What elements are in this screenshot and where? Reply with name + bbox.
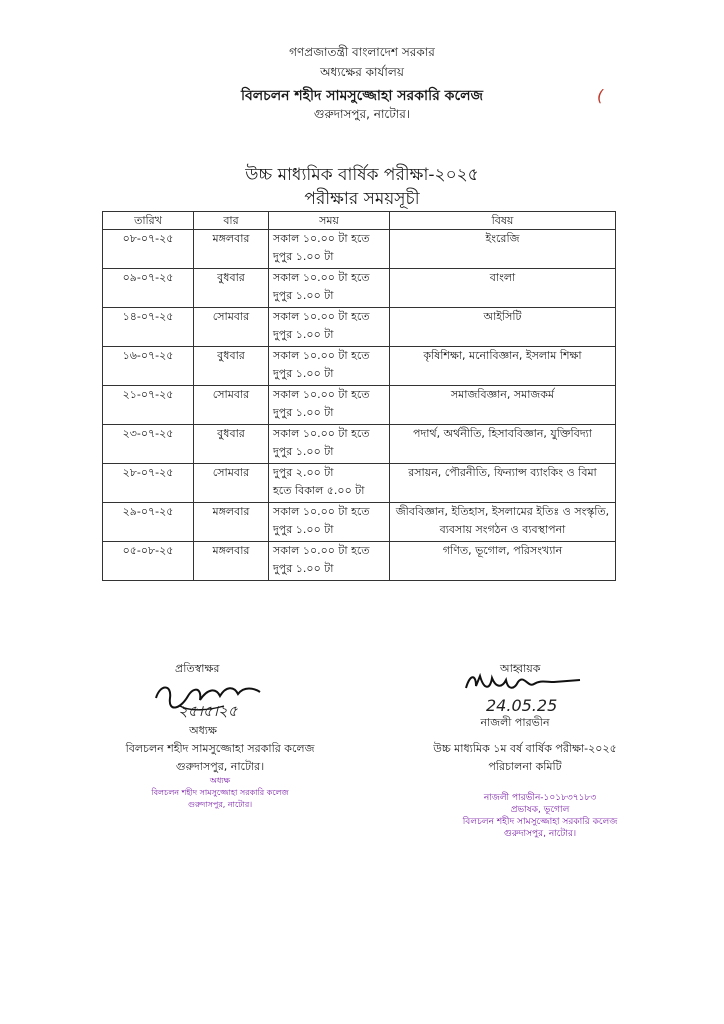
time-end: দুপুর ১.০০ টা (273, 445, 334, 458)
cell-date: ১৬-০৭-২৫ (103, 347, 194, 386)
schedule-table (102, 211, 616, 581)
time-end: দুপুর ১.০০ টা (273, 523, 334, 536)
cell-day: সোমবার (194, 308, 269, 347)
cell-date: ২৩-০৭-২৫ (103, 425, 194, 464)
cell-time (269, 269, 390, 308)
cell-date: ২১-০৭-২৫ (103, 386, 194, 425)
cell-subject: বাংলা (390, 269, 616, 308)
cell-time (269, 425, 390, 464)
college-name: বিলচলন শহীদ সামসুজ্জোহা সরকারি কলেজ (240, 88, 484, 104)
table-row (103, 503, 616, 542)
cell-subject: গণিত, ভূগোল, পরিসংখ্যান (390, 542, 616, 581)
time-start: সকাল ১০.০০ টা হতে (273, 427, 370, 440)
page-subtitle: পরীক্ষার সময়সূচী (304, 189, 420, 209)
convener-committee: পরিচালনা কমিটি (488, 760, 562, 773)
table-row (103, 308, 616, 347)
principal-title: অধ্যক্ষ (189, 724, 217, 737)
cell-day: সোমবার (194, 464, 269, 503)
table-row (103, 347, 616, 386)
time-end: হতে বিকাল ৫.০০ টা (273, 484, 365, 497)
col-header-date: তারিখ (103, 212, 194, 230)
cell-date: ০৮-০৭-২৫ (103, 230, 194, 269)
cell-time (269, 464, 390, 503)
cell-time (269, 308, 390, 347)
stamp-line: বিলচলন শহীদ সামসুজ্জোহা সরকারি কলেজ (151, 788, 289, 797)
govt-header: গণপ্রজাতন্ত্রী বাংলাদেশ সরকার (289, 45, 435, 59)
cell-time (269, 542, 390, 581)
cell-day: মঙ্গলবার (194, 230, 269, 269)
col-header-time: সময় (269, 212, 390, 230)
table-row (103, 269, 616, 308)
table-row (103, 464, 616, 503)
cell-subject: রসায়ন, পৌরনীতি, ফিন্যান্স ব্যাংকিং ও বিমা (390, 464, 616, 503)
time-end: দুপুর ১.০০ টা (273, 328, 334, 341)
time-end: দুপুর ১.০০ টা (273, 406, 334, 419)
col-header-subject: বিষয় (390, 212, 616, 230)
time-start: সকাল ১০.০০ টা হতে (273, 544, 370, 557)
table-row (103, 542, 616, 581)
time-end: দুপুর ১.০০ টা (273, 289, 334, 302)
cell-day: সোমবার (194, 386, 269, 425)
cell-time (269, 386, 390, 425)
time-start: দুপুর ২.০০ টা (273, 466, 334, 479)
stamp-line: প্রভাষক, ভূগোল (510, 805, 570, 815)
cell-date: ০৫-০৮-২৫ (103, 542, 194, 581)
cell-day: বুধবার (194, 425, 269, 464)
page-title: উচ্চ মাধ্যমিক বার্ষিক পরীক্ষা-২০২৫ (245, 165, 479, 185)
cell-subject: ইংরেজি (390, 230, 616, 269)
cell-time (269, 503, 390, 542)
stamp-line: নাজলী পারভীন-১০১৮৩৭১৮৩ (483, 793, 597, 803)
cell-date: ২৮-০৭-২৫ (103, 464, 194, 503)
cell-time (269, 230, 390, 269)
time-end: দুপুর ১.০০ টা (273, 250, 334, 263)
table-row (103, 386, 616, 425)
stamp-line: অধ্যক্ষ (209, 776, 231, 785)
cell-subject: জীববিজ্ঞান, ইতিহাস, ইসলামের ইতিঃ ও সংস্কৃতি, ব্যবসায় সংগঠন ও ব্যবস্থাপনা (390, 503, 616, 542)
cell-date: ০৯-০৭-২৫ (103, 269, 194, 308)
cell-day: বুধবার (194, 347, 269, 386)
col-header-day: বার (194, 212, 269, 230)
office-header: অধ্যক্ষের কার্যালয় (320, 65, 404, 79)
time-start: সকাল ১০.০০ টা হতে (273, 349, 370, 362)
cell-day: মঙ্গলবার (194, 503, 269, 542)
cell-date: ২৯-০৭-২৫ (103, 503, 194, 542)
time-end: দুপুর ১.০০ টা (273, 562, 334, 575)
convener-sign-date: 24.05.25 (486, 696, 558, 715)
cell-time (269, 347, 390, 386)
time-end: দুপুর ১.০০ টা (273, 367, 334, 380)
cell-subject: সমাজবিজ্ঞান, সমাজকর্ম (390, 386, 616, 425)
convener-name: নাজলী পারভীন (480, 716, 550, 729)
principal-sign-date: ২৫।৫।২৫ (178, 702, 238, 720)
cell-subject: পদার্থ, অর্থনীতি, হিসাববিজ্ঞান, যুক্তিবিদ্যা (390, 425, 616, 464)
table-row (103, 425, 616, 464)
cell-day: বুধবার (194, 269, 269, 308)
stamp-line: বিলচলন শহীদ সামসুজ্জোহা সরকারি কলেজ (462, 817, 618, 827)
countersign-label: প্রতিস্বাক্ষর (175, 662, 220, 675)
convener-title: উচ্চ মাধ্যমিক ১ম বর্ষ বার্ষিক পরীক্ষা-২০২৫ (433, 742, 617, 755)
table-header-row (103, 212, 616, 230)
stamp-line: গুরুদাসপুর, নাটোর। (187, 800, 253, 809)
cell-date: ১৪-০৭-২৫ (103, 308, 194, 347)
table-row (103, 230, 616, 269)
time-start: সকাল ১০.০০ টা হতে (273, 232, 370, 245)
stamp-line: গুরুদাসপুর, নাটোর। (503, 829, 577, 839)
cell-subject: আইসিটি (390, 308, 616, 347)
college-location: গুরুদাসপুর, নাটোর। (313, 107, 411, 121)
cell-subject: কৃষিশিক্ষা, মনোবিজ্ঞান, ইসলাম শিক্ষা (390, 347, 616, 386)
time-start: সকাল ১০.০০ টা হতে (273, 388, 370, 401)
principal-place: গুরুদাসপুর, নাটোর। (175, 760, 265, 773)
time-start: সকাল ১০.০০ টা হতে (273, 271, 370, 284)
principal-college: বিলচলন শহীদ সামসুজ্জোহা সরকারি কলেজ (125, 742, 315, 755)
red-pen-mark: ( (597, 86, 604, 105)
cell-day: মঙ্গলবার (194, 542, 269, 581)
time-start: সকাল ১০.০০ টা হতে (273, 505, 370, 518)
convener-stamp (440, 792, 640, 840)
principal-stamp (120, 775, 320, 811)
convener-label: আহ্বায়ক (500, 662, 541, 675)
time-start: সকাল ১০.০০ টা হতে (273, 310, 370, 323)
